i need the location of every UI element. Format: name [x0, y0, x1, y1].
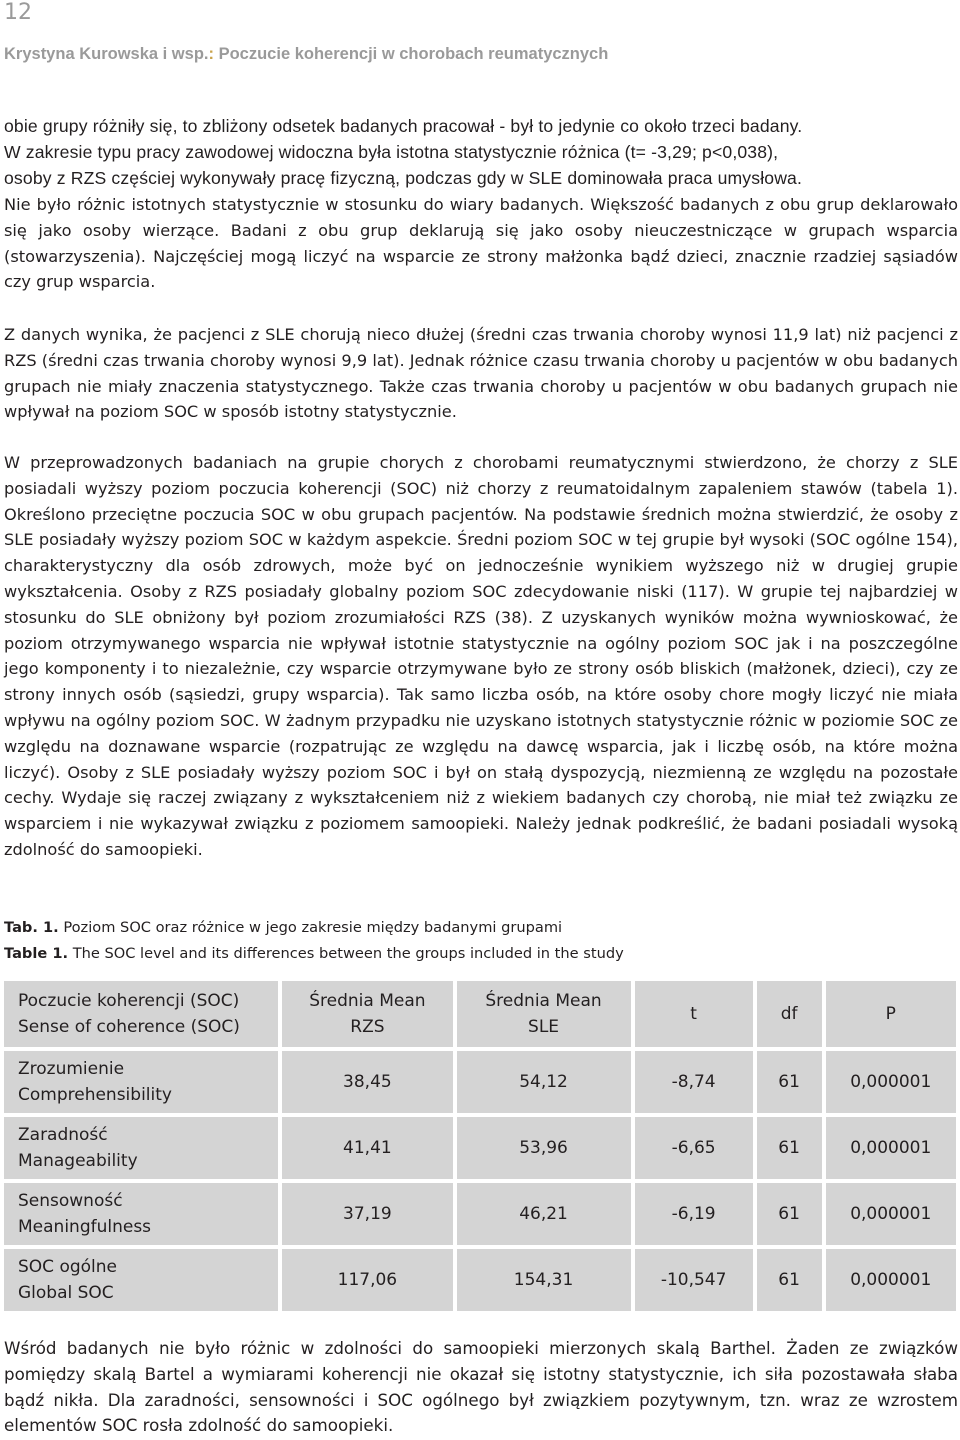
- row-label-pl: Zrozumienie: [18, 1059, 125, 1079]
- cell-mean-sle: 46,21: [457, 1183, 635, 1245]
- cell-mean-rzs: 37,19: [282, 1183, 456, 1245]
- header-mean-rzs-line-2: RZS: [350, 1017, 385, 1037]
- paragraph-1-line-2: W zakresie typu pracy zawodowej widoczna była istotna statystycznie różnica (t= -3,29; p<0,038),: [4, 142, 779, 162]
- paragraph-1-line-3: osoby z RZS częściej wykonywały pracę fizyczną, podczas gdy w SLE dominowała praca umysłowa.: [4, 168, 803, 188]
- cell-mean-sle: 53,96: [457, 1117, 635, 1179]
- row-label-en: Meaningfulness: [18, 1217, 152, 1237]
- paragraph-3: W przeprowadzonych badaniach na grupie chorych z chorobami reumatycznymi stwierdzono, że chorzy z SLE posiadali wyższy poziom poczucia koherencji (SOC) niż chorzy z reumatoidalnym zapaleniem stawów (tabela 1). Określono przeciętne poczucia SOC w obu grupach pacjentów. Na podstawie średnich można stwierdzić, że osoby z SLE posiadały wyższy poziom SOC w każdym aspekcie. Średni poziom SOC w tej grupie był wysoki (SOC ogólne 154), charakterystyczny dla osób zdrowych, może być on jednocześnie wynikiem wyższego niż w drugiej grupie wykształcenia. Osoby z RZS posiadały globalny poziom SOC zdecydowanie niski (117). W grupie tej najbardziej w stosunku do SLE obniżony był poziom zrozumiałości RZS (38). Z uzyskanych wyników można wywnioskować, że poziom otrzymywanego wsparcia nie wpływał istotnie statystycznie na ogólny poziom SOC jak i na poszczególne jego komponenty i to niezależnie, czy wsparcie otrzymywane było ze strony osób bliskich (małżonek, dzieci), czy ze strony innych osób (sąsiedzi, grupy wsparcia). Tak samo liczba osób, na które osoby chore mogły liczyć nie miała wpływu na ogólny poziom SOC. W żadnym przypadku nie uzyskano istotnych statystycznie różnic w poziomie SOC ze względu na doznawane wsparcie (rozpatrując ze względu na dawcę wsparcia, jak i liczbę osób, na które można liczyć). Osoby z SLE posiadały wyższy poziom SOC i był on stałą dyspozycją, niezmienną ze względu na pozostałe cechy. Wydaje się raczej związany z wykształceniem niż z wiekiem badanych czy chorobą, nie miał też związku ze wsparciem i nie wykazywał związku z poziomem samoopieki. Należy jednak podkreślić, że badani posiadali wysoką zdolność do samoopieki.: [4, 453, 958, 859]
- cell-p: 0,000001: [826, 1117, 956, 1179]
- header-mean-sle-line-2: SLE: [528, 1017, 560, 1037]
- cell-mean-rzs: 41,41: [282, 1117, 456, 1179]
- cell-mean-rzs: 117,06: [282, 1249, 456, 1311]
- header-df: df: [757, 981, 826, 1047]
- cell-mean-rzs: 38,45: [282, 1051, 456, 1113]
- paragraph-2: Z danych wynika, że pacjenci z SLE chorują nieco dłużej (średni czas trwania choroby wynosi 11,9 lat) niż pacjenci z RZS (średni czas trwania choroby wynosi 9,9 lat). Jednak różnice czasu trwania choroby u pacjentów w obu badanych grupach nie miały znaczenia statystycznego. Także czas trwania choroby u pacjentów w obu badanych grupach nie wpływał na poziom SOC w sposób istotny statystycznie.: [4, 325, 958, 422]
- row-label-en: Global SOC: [18, 1283, 114, 1303]
- cell-t: -6,19: [635, 1183, 757, 1245]
- soc-table: [4, 977, 956, 1315]
- paragraph-1-line-1: obie grupy różniły się, to zbliżony odsetek badanych pracował - był to jedynie co około trzeci badany.: [4, 116, 803, 136]
- row-label: [4, 1249, 282, 1311]
- cell-df: 61: [757, 1183, 826, 1245]
- paragraph-4: Wśród badanych nie było różnic w zdolności do samoopieki mierzonych skalą Barthel. Żaden ze związków pomiędzy skalą Bartel a wymiarami koherencji nie okazał się istotny statystycznie, ich siła pozostawała słaba bądź nikła. Dla zaradności, sensowności i SOC ogólnego był związkiem pozytywnym, tzn. wraz ze wzrostem elementów SOC rosła zdolność do samoopieki.: [4, 1338, 958, 1436]
- cell-p: 0,000001: [826, 1051, 956, 1113]
- cell-df: 61: [757, 1117, 826, 1179]
- header-mean-sle-line-1: Średnia Mean: [485, 991, 602, 1011]
- row-label-pl: Sensowność: [18, 1191, 123, 1211]
- row-label: [4, 1117, 282, 1179]
- table-row: [4, 1117, 956, 1179]
- row-label-en: Manageability: [18, 1151, 138, 1171]
- header-mean-sle: [457, 981, 635, 1047]
- cell-t: -10,547: [635, 1249, 757, 1311]
- table-caption-pl-text: Poziom SOC oraz różnice w jego zakresie między badanymi grupami: [63, 919, 563, 936]
- running-head-title: Poczucie koherencji w chorobach reumatycznych: [218, 45, 609, 63]
- cell-mean-sle: 154,31: [457, 1249, 635, 1311]
- table-row: [4, 1051, 956, 1113]
- paragraph-1-rest: Nie było różnic istotnych statystycznie w stosunku do wiary badanych. Większość badanych z obu grup deklarowało się jako osoby wierzące. Badani z obu grup deklarują się jako osoby nieuczestniczące w grupach wsparcia (stowarzyszenia). Najczęściej mogą liczyć na wsparcie ze strony małżonka bądź dzieci, znacznie rzadziej sąsiadów czy grup wsparcia.: [4, 195, 958, 292]
- table-row: [4, 1183, 956, 1245]
- table-caption-en: [4, 944, 958, 964]
- cell-df: 61: [757, 1051, 826, 1113]
- header-mean-rzs: [282, 981, 456, 1047]
- row-label-en: Comprehensibility: [18, 1085, 172, 1105]
- row-label: [4, 1183, 282, 1245]
- table-caption-en-text: The SOC level and its differences between the groups included in the study: [72, 945, 624, 962]
- running-head-authors: Krystyna Kurowska i wsp.: [4, 45, 209, 63]
- running-head-separator: :: [208, 45, 214, 63]
- table-caption-en-label: Table 1.: [4, 945, 69, 962]
- cell-t: -8,74: [635, 1051, 757, 1113]
- running-head: [4, 43, 954, 65]
- table-caption-pl: [4, 918, 958, 938]
- table-header-row: [4, 981, 956, 1047]
- cell-mean-sle: 54,12: [457, 1051, 635, 1113]
- cell-p: 0,000001: [826, 1249, 956, 1311]
- table-row: [4, 1249, 956, 1311]
- header-measure: [4, 981, 282, 1047]
- table-caption-pl-label: Tab. 1.: [4, 919, 59, 936]
- row-label-pl: Zaradność: [18, 1125, 108, 1145]
- row-label: [4, 1051, 282, 1113]
- header-measure-en: Sense of coherence (SOC): [18, 1017, 240, 1037]
- cell-t: -6,65: [635, 1117, 757, 1179]
- header-mean-rzs-line-1: Średnia Mean: [309, 991, 426, 1011]
- cell-p: 0,000001: [826, 1183, 956, 1245]
- header-p: P: [826, 981, 956, 1047]
- header-measure-pl: Poczucie koherencji (SOC): [18, 991, 240, 1011]
- page-number: 12: [4, 0, 32, 25]
- row-label-pl: SOC ogólne: [18, 1257, 117, 1277]
- cell-df: 61: [757, 1249, 826, 1311]
- header-t: t: [635, 981, 757, 1047]
